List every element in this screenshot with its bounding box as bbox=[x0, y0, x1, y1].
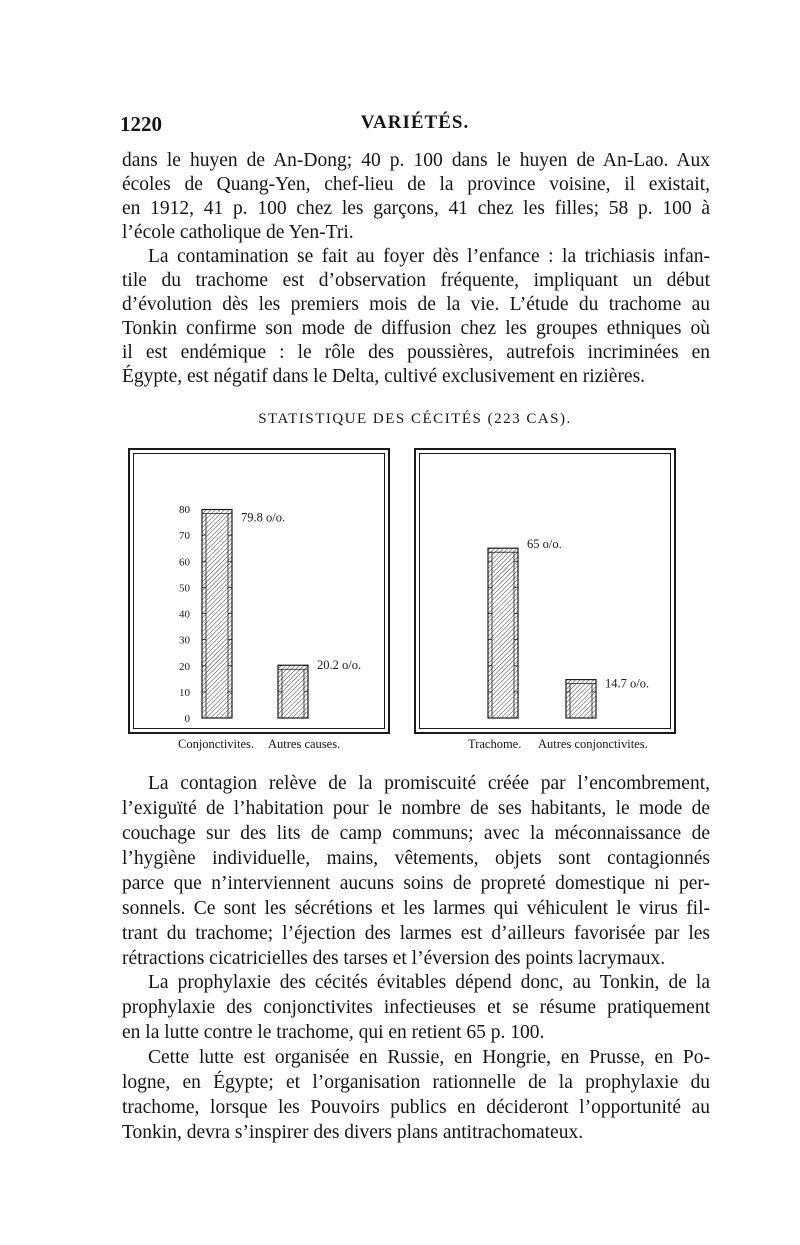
text-line: écoles de Quang-Yen, chef-lieu de la province voisine, il existait, bbox=[122, 174, 710, 195]
chart-causes bbox=[130, 450, 392, 736]
y-tick-label: 80 bbox=[179, 504, 190, 516]
y-tick-label: 20 bbox=[179, 660, 190, 673]
data-label: 20.2 o/o. bbox=[317, 658, 362, 673]
data-label: 65 o/o. bbox=[527, 537, 562, 552]
contagion-paragraph bbox=[122, 771, 710, 971]
data-label: 79.8 o/o. bbox=[241, 510, 286, 525]
y-tick-label: 40 bbox=[179, 608, 190, 621]
data-label: 14.7 o/o. bbox=[605, 676, 650, 691]
chart-panel-conjonctivites bbox=[414, 448, 676, 734]
text-line: Cette lutte est organisée en Russie, en Hongrie, en Prusse, en Po- bbox=[148, 1047, 710, 1068]
y-tick-label: 60 bbox=[179, 556, 190, 569]
text-line: l’exiguïté de l’habitation pour le nombre de ses habitants, le mode de bbox=[122, 798, 710, 819]
lutte-paragraph bbox=[122, 1045, 710, 1145]
running-title: VARIÉTÉS. bbox=[360, 112, 470, 133]
text-line: sonnels. Ce sont les sécrétions et les larmes qui véhiculent le virus fil- bbox=[122, 898, 710, 919]
text-line: Égypte, est négatif dans le Delta, cultivé exclusivement en rizières. bbox=[122, 366, 646, 387]
prophylaxie-paragraph bbox=[122, 970, 710, 1045]
text-line: l’école catholique de Yen-Tri. bbox=[122, 222, 354, 243]
text-line: couchage sur des lits de camp communs; avec la méconnaissance de bbox=[122, 823, 710, 844]
bar bbox=[278, 665, 308, 718]
y-tick-label: 30 bbox=[179, 634, 190, 647]
y-tick-label: 70 bbox=[179, 530, 190, 543]
text-line: trant du trachome; l’éjection des larmes est d’ailleurs favorisée par les bbox=[122, 923, 710, 944]
category-label: Autres causes. bbox=[268, 737, 341, 751]
text-line: en 1912, 41 p. 100 chez les garçons, 41 chez les filles; 58 p. 100 à bbox=[122, 198, 710, 219]
text-line: en la lutte contre le trachome, qui en retient 65 p. 100. bbox=[122, 1022, 545, 1043]
text-line: La contagion relève de la promiscuité créée par l’encombrement, bbox=[148, 773, 710, 794]
category-label: Conjonctivites. bbox=[178, 737, 255, 751]
intro-paragraph bbox=[122, 149, 710, 245]
text-line: l’hygiène individuelle, mains, vêtements, objets sont contagionnés bbox=[122, 848, 710, 869]
y-tick-label: 0 bbox=[184, 713, 190, 725]
text-line: trachome, lorsque les Pouvoirs publics en décideront l’opportunité au bbox=[122, 1097, 710, 1118]
text-line: La prophylaxie des cécités évitables dépend donc, au Tonkin, de la bbox=[148, 972, 710, 993]
y-tick-label: 10 bbox=[179, 686, 190, 699]
text-line: Tonkin, devra s’inspirer des divers plans antitrachomateux. bbox=[122, 1122, 584, 1143]
text-line: dans le huyen de An-Dong; 40 p. 100 dans le huyen de An-Lao. Aux bbox=[122, 150, 710, 171]
bar bbox=[202, 510, 232, 718]
text-line: prophylaxie des conjonctivites infectieuses et se résume pratiquement bbox=[122, 997, 710, 1018]
y-tick-label: 50 bbox=[179, 582, 190, 595]
text-line: La contamination se fait au foyer dès l’enfance : la trichiasis infan- bbox=[148, 246, 710, 267]
text-line: tile du trachome est d’observation fréquente, impliquant un début bbox=[122, 270, 710, 291]
page-header bbox=[120, 112, 710, 142]
text-line: il est endémique : le rôle des poussières, autrefois incriminées en bbox=[122, 342, 710, 363]
category-label: Autres conjonctivites. bbox=[538, 737, 648, 751]
contamination-paragraph bbox=[122, 245, 710, 389]
bar bbox=[566, 680, 596, 718]
chart-panel-causes bbox=[128, 448, 390, 734]
chart-conjonctivites bbox=[416, 450, 678, 736]
text-line: d’évolution dès les premiers mois de la vie. L’étude du trachome au bbox=[122, 294, 710, 315]
figure-title: STATISTIQUE DES CÉCITÉS (223 CAS). bbox=[258, 411, 572, 427]
bar bbox=[488, 548, 518, 718]
text-line: rétractions cicatricielles des tarses et l’éversion des points lacrymaux. bbox=[122, 948, 666, 969]
text-line: Tonkin confirme son mode de diffusion chez les groupes ethniques où bbox=[122, 318, 710, 339]
text-line: logne, en Égypte; et l’organisation rationnelle de la prophylaxie du bbox=[122, 1072, 710, 1093]
category-label: Trachome. bbox=[468, 737, 522, 751]
page-number: 1220 bbox=[120, 112, 162, 136]
text-line: parce que n’interviennent aucuns soins de propreté domestique ni per- bbox=[122, 873, 710, 894]
